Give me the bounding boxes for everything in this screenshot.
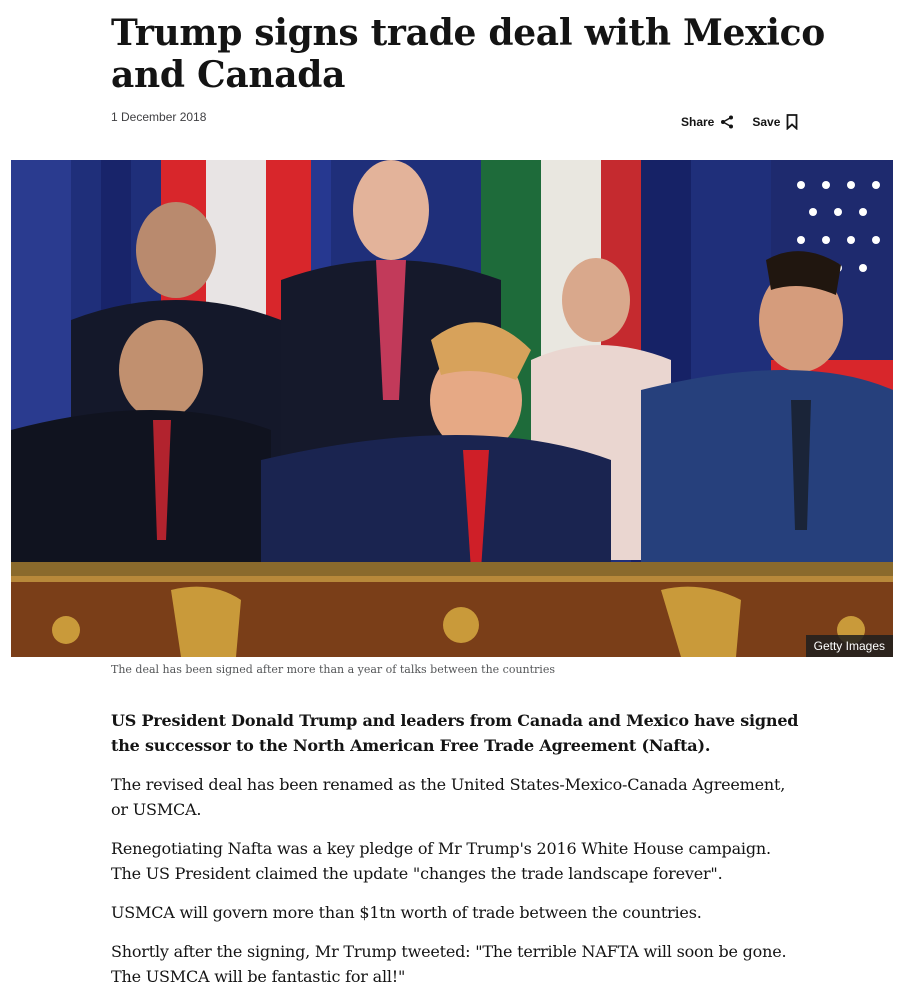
body-paragraph: The revised deal has been renamed as the United States-Mexico-Canada Agreement, or USMCA. [111, 775, 786, 819]
bookmark-icon [786, 114, 798, 130]
save-button[interactable] [752, 114, 798, 130]
article-actions [681, 114, 798, 130]
article-body [111, 708, 801, 1003]
headline: Trump signs trade deal with Mexico and Canada [111, 12, 825, 96]
share-button[interactable] [681, 115, 734, 129]
save-label: Save [752, 115, 781, 129]
publish-date: 1 December 2018 [111, 110, 207, 124]
body-paragraph: USMCA will govern more than $1tn worth of trade between the countries. [111, 903, 702, 922]
body-paragraph: Renegotiating Nafta was a key pledge of Mr Trump's 2016 White House campaign. The US President claimed the update "changes the trade landscape forever". [111, 839, 771, 883]
article-photo [11, 160, 893, 657]
share-icon [720, 115, 734, 129]
share-label: Share [681, 115, 715, 129]
photo-illustration [11, 160, 893, 657]
body-paragraph: Shortly after the signing, Mr Trump tweeted: "The terrible NAFTA will soon be gone. The USMCA will be fantastic for all!" [111, 942, 787, 986]
image-credit: Getty Images [806, 635, 893, 657]
lead-paragraph: US President Donald Trump and leaders from Canada and Mexico have signed the successor to the North American Free Trade Agreement (Nafta). [111, 711, 799, 755]
image-caption: The deal has been signed after more than a year of talks between the countries [111, 663, 555, 676]
